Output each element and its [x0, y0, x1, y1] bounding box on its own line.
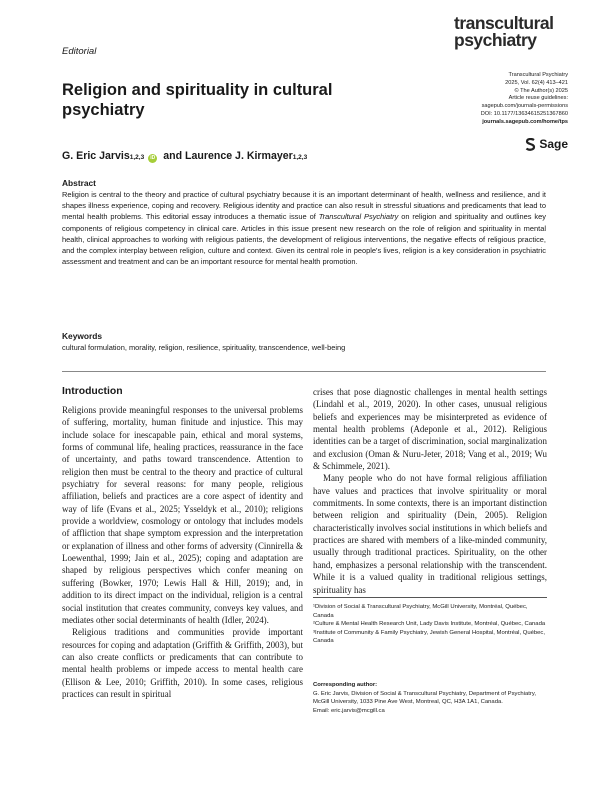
- affiliation-footnotes: [313, 603, 547, 646]
- corresponding-author-heading: Corresponding author:: [313, 682, 378, 688]
- publication-info: [408, 72, 568, 127]
- volume-info: 2025, Vol. 62(4) 413–421: [505, 79, 568, 86]
- keywords-heading: Keywords: [62, 331, 103, 341]
- doi[interactable]: DOI: 10.1177/13634615251367860: [480, 110, 568, 117]
- footnote-divider: [313, 597, 547, 598]
- abstract-text-part-1: Religion is central to the theory and practice of cultural psychiatry because it is an important determinant of health, wellness and resilience, and it shapes illness experience, coping and recovery. Religious identity and practice can also result in stressful situations and predicaments that lead to mental health problems. This editorial essay introduces a thematic issue of: [62, 190, 546, 222]
- body-paragraph-1: Religions provide meaningful responses to the universal problems of suffering, mortality, human finitude and injustice. This may include solace for inescapable pain, ethical and moral systems, forms of communal life, healing practices, reassurance in the face of uncertainty, and paths toward transcendence. Attention to religion then must be central to the theory and practice of cultural psychiatry for several reasons: for many people, religious affiliation, beliefs and practices are a core aspect of identity and way of life (Evans et al., 2025; Ysseldyk et al., 2010); religions provide a worldview, cosmology or ontology that includes models of affliction that shape symptom expression and the interpretation or explanation of illness and other forms of adversity (Cinnirella & Loewenthal, 1999; Jain et al., 2025); coping and adaptation are shaped by religious perspectives which confer meaning on suffering (Bowker, 1970; Lewis Hall & Hill, 2019); and, in addition to its direct impact on the individual, religion is a central social institution that creates community, conveys key values, and mediates other social determinants of health (Idler, 2024).: [62, 405, 303, 625]
- affiliation-3: ³Institute of Community & Family Psychiatry, Jewish General Hospital, Montréal, Québec, Canada: [313, 629, 546, 645]
- abstract-heading: Abstract: [62, 178, 96, 188]
- copyright: © The Author(s) 2025: [514, 87, 568, 94]
- section-divider: [62, 371, 546, 372]
- journal-name: Transcultural Psychiatry: [508, 72, 568, 78]
- corresponding-author-email[interactable]: Email: eric.jarvis@mcgill.ca: [313, 707, 385, 714]
- author-conjunction: and: [163, 150, 183, 162]
- author-2-affiliations: 1,2,3: [292, 154, 308, 161]
- logo-line-2: psychiatry: [454, 30, 537, 50]
- publisher-logo: [525, 137, 568, 151]
- author-1-affiliations: 1,2,3: [129, 154, 145, 161]
- section-label: Editorial: [62, 46, 97, 57]
- keywords-text: cultural formulation, morality, religion, resilience, spirituality, transcendence, well-being: [62, 343, 346, 352]
- journal-url[interactable]: journals.sagepub.com/home/tps: [482, 118, 568, 125]
- right-column: [313, 386, 547, 596]
- body-paragraph-2: Religious traditions and communities provide important resources for coping and adaptation (Griffith & Griffith, 2003), but can also create conflicts or predicaments that can contribute to mental health problems or impede access to mental health care (Ellison & Lee, 2010; Griffith, 2010). In some cases, religious practices can result in spiritual: [62, 627, 303, 699]
- orcid-icon[interactable]: iD: [150, 155, 156, 161]
- sage-s-icon: [525, 138, 536, 151]
- author-line: [62, 150, 307, 163]
- introduction-heading: Introduction: [62, 386, 123, 397]
- author-2[interactable]: Laurence J. Kirmayer: [185, 150, 293, 162]
- article-title: Religion and spirituality in cultural psychiatry: [62, 81, 333, 119]
- abstract-text: [62, 189, 546, 267]
- body-paragraph-2-continued: crises that pose diagnostic challenges in mental health settings (Lindahl et al., 2019, 2020). In other cases, unusual religious beliefs and experiences may be misinterpreted as evidence of mental health problems (Adeponle et al., 2012). Religious identities can be a target of discrimination, social marginalization and exclusion (Oman & Nuru-Jeter, 2018; Vang et al., 2019; Wu & Schimmele, 2021).: [313, 387, 547, 472]
- reuse-link[interactable]: sagepub.com/journals-permissions: [481, 103, 568, 110]
- author-1[interactable]: G. Eric Jarvis: [62, 150, 130, 162]
- journal-logo: [454, 15, 568, 49]
- body-paragraph-3: Many people who do not have formal religious affiliation have values and practices that involve spirituality or moral commitments. In some contexts, there is an important distinction between religion and spirituality (Dein, 2005). Religion characteristically involves social institutions in which beliefs and practices are shared with members of a like-minded community, usually through traditional practices. Spirituality, on the other hand, emphasizes a personal relationship with the transcendent. While it is a valued quality in traditional religious settings, spirituality has: [313, 473, 547, 595]
- publisher-name: Sage: [539, 137, 568, 151]
- abstract-journal-italic: Transcultural Psychiatry: [318, 212, 399, 222]
- affiliation-1: ¹Division of Social & Transcultural Psychiatry, McGill University, Montréal, Québec, Canada: [313, 604, 528, 619]
- left-column: [62, 386, 303, 700]
- reuse-label: Article reuse guidelines:: [508, 95, 568, 102]
- abstract-text-part-2: on religion and spirituality and outlines key components of religious competency in clinical care. Articles in this issue present new research on the role of religion and spirituality in mental health, clinical approaches to working with religious patients, the development of religious interventions, the negative effects of religious practice, and the complex interplay between religion, culture and context. Given its central role in people's lives, religion is a key consideration in psychiatric assessment and treatment and can be an important resource for mental health promotion.: [62, 212, 546, 267]
- affiliation-2: ²Culture & Mental Health Research Unit, Lady Davis Institute, Montréal, Québec, Canada: [313, 621, 546, 628]
- corresponding-author: [313, 681, 547, 715]
- logo-line-1: transcultural: [454, 13, 554, 33]
- corresponding-author-address: G. Eric Jarvis, Division of Social & Transcultural Psychiatry, Department of Psychiatry, McGill University, 1033 Pine Ave West, Montreal, QC, H3A 1A1, Canada.: [313, 690, 537, 706]
